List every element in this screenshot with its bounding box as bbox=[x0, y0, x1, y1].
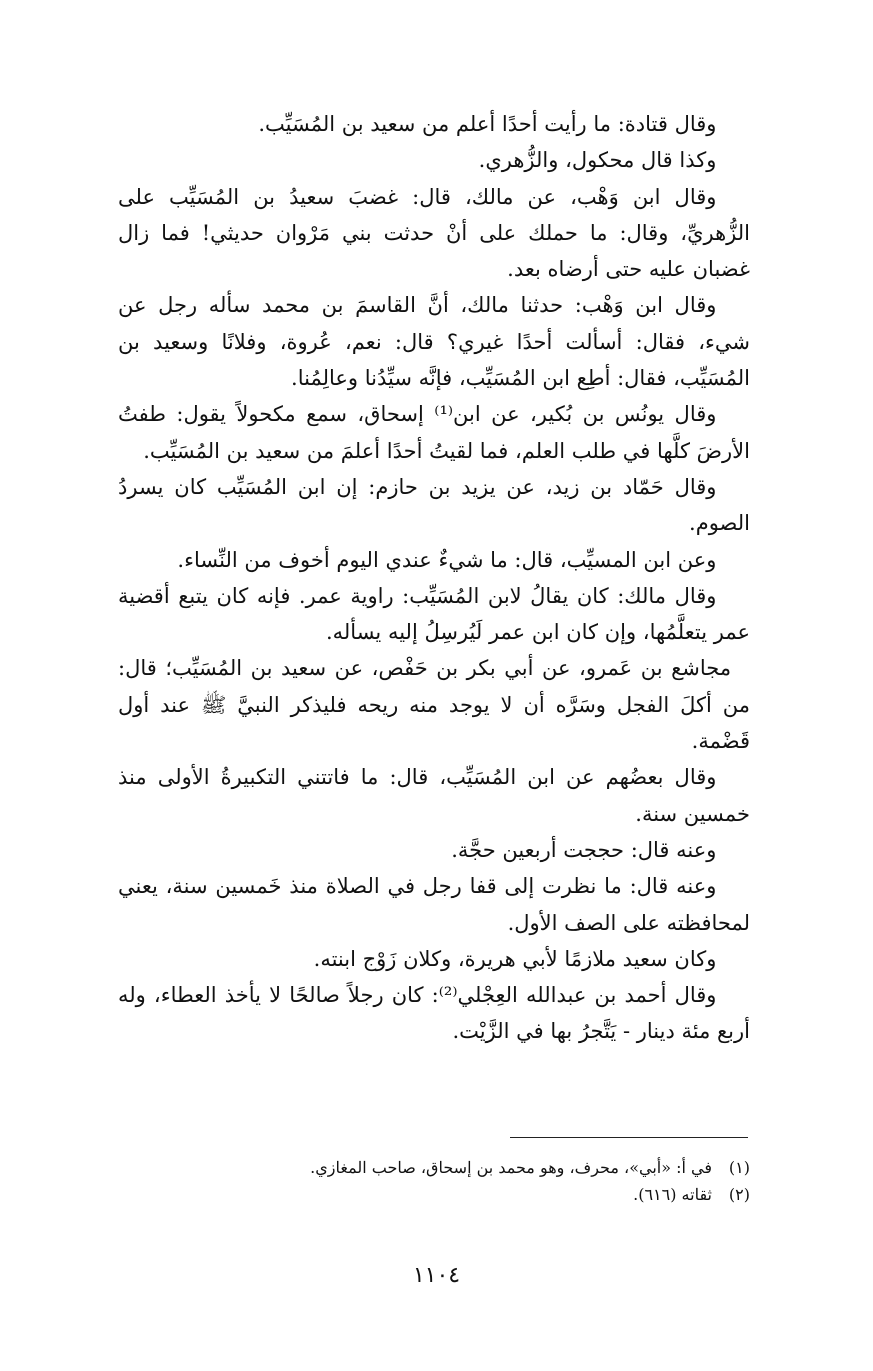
paragraph: وعن ابن المسيِّب، قال: ما شيءٌ عندي اليوم أخوف من النِّساء. bbox=[177, 547, 717, 572]
paragraph: مجاشع بن عَمرو، عن أبي بكر بن حَفْص، عن سعيد بن المُسَيِّب؛ قال: من أكلَ الفجل وسَرَّه أن لا يوجد منه ريحه فليذكر النبيَّ ﷺ عند أول قَضْمة. bbox=[118, 656, 750, 754]
paragraph: وعنه قال: ما نظرت إلى قفا رجل في الصلاة منذ خَمسين سنة، يعني لمحافظته على الصف الأول. bbox=[118, 874, 750, 935]
footnote-text: في أ: «أبي»، محرف، وهو محمد بن إسحاق، صاحب المغازي. bbox=[310, 1158, 712, 1177]
paragraph: وكان سعيد ملازمًا لأبي هريرة، وكلان زَوْج ابنته. bbox=[313, 946, 717, 971]
footnote-text: ثقاته (٦١٦). bbox=[633, 1185, 712, 1204]
footnote-number: (١) bbox=[728, 1158, 750, 1177]
footnote-divider bbox=[510, 1137, 748, 1138]
footnote-number: (٢) bbox=[728, 1185, 750, 1204]
page-number: ١١٠٤ bbox=[412, 1263, 461, 1288]
paragraph: وكذا قال محكول، والزُّهري. bbox=[478, 148, 717, 173]
footnote bbox=[118, 1154, 750, 1181]
paragraph: وقال قتادة: ما رأيت أحدًا أعلم من سعيد بن المُسَيِّب. bbox=[258, 112, 717, 136]
paragraph: وقال بعضُهم عن ابن المُسَيِّب، قال: ما فاتتني التكبيرةُ الأولى منذ خمسين سنة. bbox=[118, 765, 750, 826]
paragraph: وقال ابن وَهْب: حدثنا مالك، أنَّ القاسمَ بن محمد سأله رجل عن شيء، فقال: أسألت أحدًا غيري؟ قال: نعم، عُروة، وفلانًا وسعيد بن المُسَيِّب، فقال: أطِع ابن المُسَيِّب، فإنَّه سيِّدُنا وعالِمُنا. bbox=[118, 293, 750, 391]
main-text bbox=[118, 106, 750, 1050]
footnote bbox=[118, 1181, 750, 1208]
paragraph: وقال أحمد بن عبدالله العِجْلي⁽²⁾: كان رجلاً صالحًا لا يأخذ العطاء، وله أربع مئة دينار - يَتَّجرُ بها في الزَّيْت. bbox=[118, 983, 750, 1044]
paragraph: وقال ابن وَهْب، عن مالك، قال: غضبَ سعيدُ بن المُسَيِّب على الزُّهريِّ، وقال: ما حملك على أنْ حدثت بني مَرْوان حديثي! فما زال غضبان عليه حتى أرضاه بعد. bbox=[118, 184, 750, 282]
paragraph: وعنه قال: حججت أربعين حجَّة. bbox=[451, 837, 717, 862]
footnotes bbox=[118, 1154, 750, 1208]
paragraph: وقال مالك: كان يقالُ لابن المُسَيِّب: راوية عمر. فإنه كان يتبع أقضية عمر يتعلَّمُها، وإن كان ابن عمر لَيُرسِلُ إليه يسأله. bbox=[118, 583, 750, 645]
paragraph: وقال حَمّاد بن زيد، عن يزيد بن حازم: إن ابن المُسَيِّب كان يسردُ الصوم. bbox=[118, 474, 750, 536]
paragraph: وقال يونُس بن بُكير، عن ابن⁽¹⁾ إسحاق، سمع مكحولاً يقول: طفتُ الأرضَ كلَّها في طلب العلم، فما لقيتُ أحدًا أعلمَ من سعيد بن المُسَيِّب. bbox=[118, 402, 750, 463]
